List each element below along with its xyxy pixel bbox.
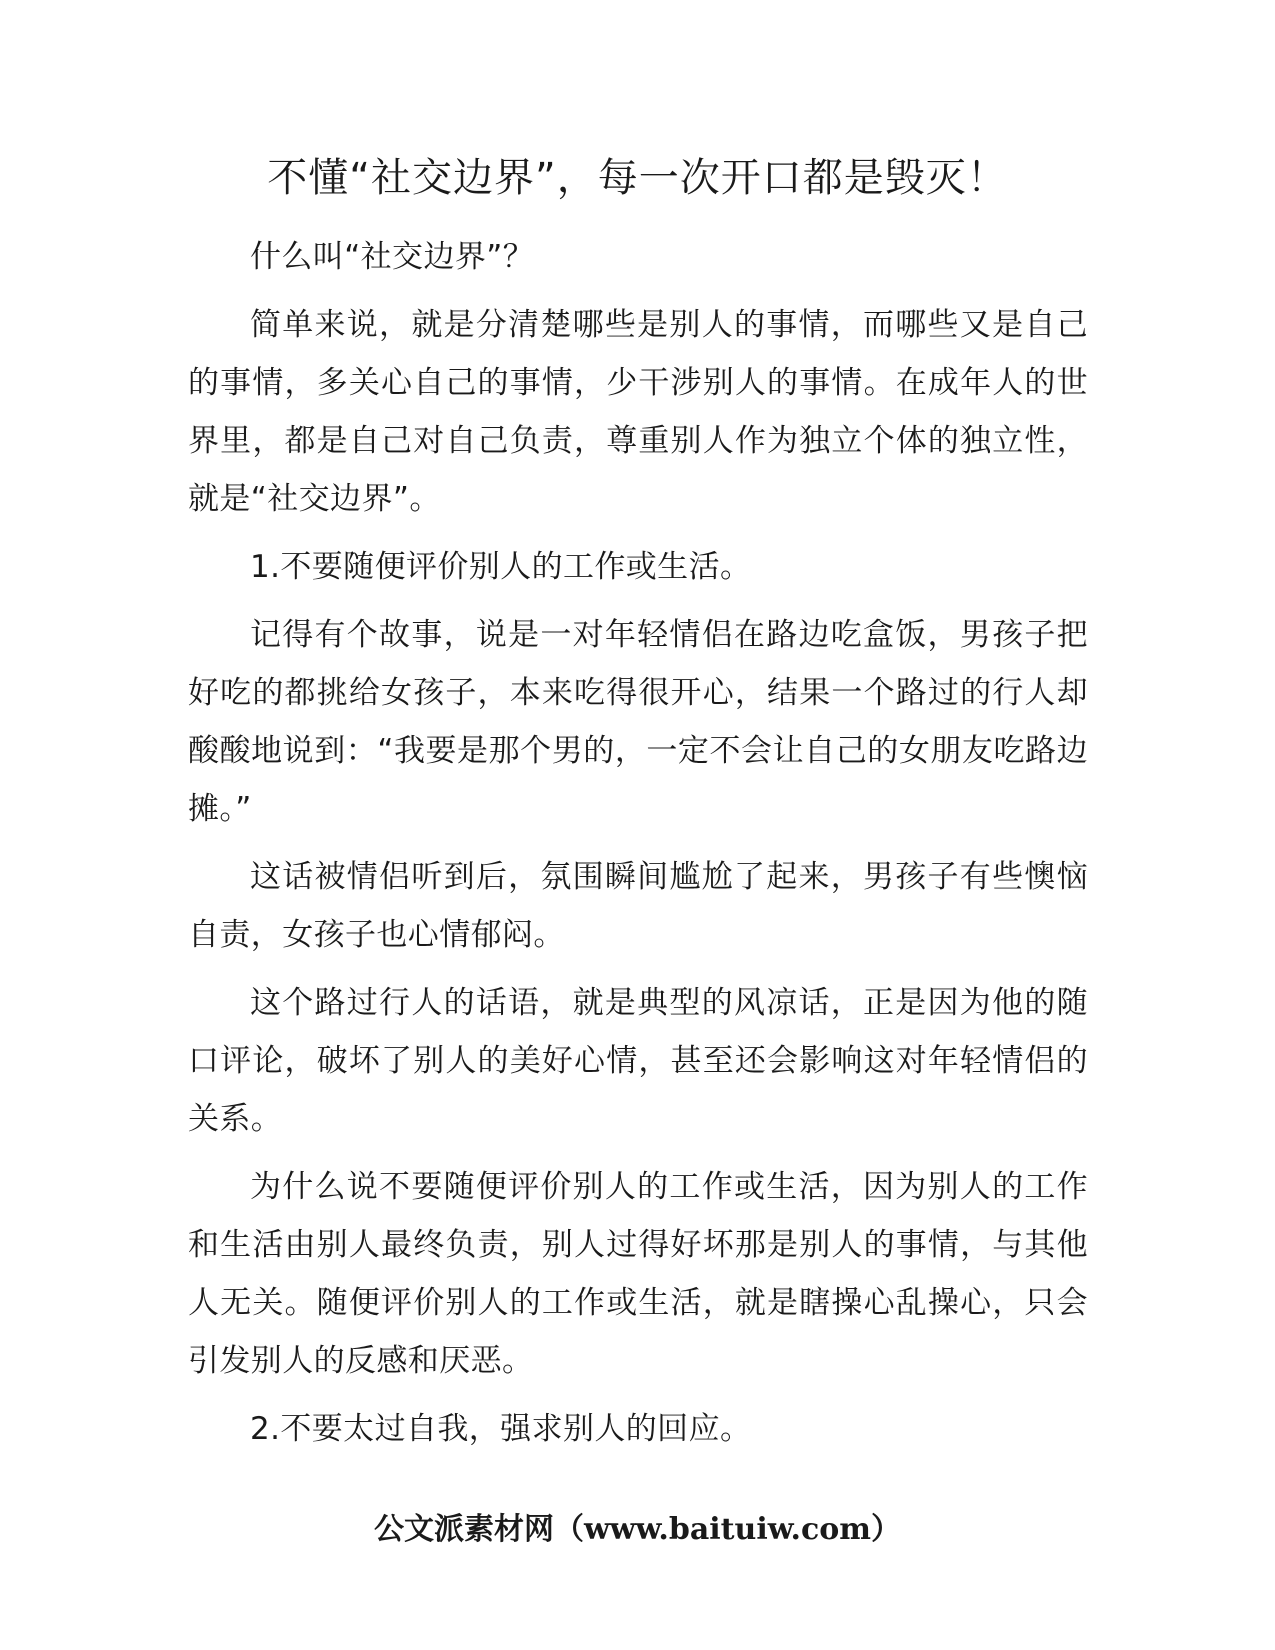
paragraph-definition: 简单来说，就是分清楚哪些是别人的事情，而哪些又是自己的事情，多关心自己的事情，少干涉别人的事情。在成年人的世界里，都是自己对自己负责，尊重别人作为独立个体的独立性，就是“社交边界”。 [188,307,1088,517]
paragraph-story: 记得有个故事，说是一对年轻情侣在路边吃盒饭，男孩子把好吃的都挑给女孩子，本来吃得很开心，结果一个路过的行人却酸酸地说到：“我要是那个男的，一定不会让自己的女朋友吃路边摊。” [188,617,1088,827]
document-body [188,228,1088,1468]
section-heading-1: 1.不要随便评价别人的工作或生活。 [250,549,752,585]
footer-watermark: 公文派素材网（www.baituiw.com） [373,1512,902,1547]
paragraph-reaction: 这话被情侣听到后，氛围瞬间尴尬了起来，男孩子有些懊恼自责，女孩子也心情郁闷。 [188,859,1088,953]
paragraph-question: 什么叫“社交边界”？ [250,239,535,275]
section-heading-2: 2.不要太过自我，强求别人的回应。 [250,1411,752,1447]
paragraph-explanation: 为什么说不要随便评价别人的工作或生活，因为别人的工作和生活由别人最终负责，别人过得好坏那是别人的事情，与其他人无关。随便评价别人的工作或生活，就是瞎操心乱操心，只会引发别人的反感和厌恶。 [188,1169,1088,1379]
document-title: 不懂“社交边界”，每一次开口都是毁灭！ [267,155,1008,201]
paragraph-analysis: 这个路过行人的话语，就是典型的风凉话，正是因为他的随口评论，破坏了别人的美好心情，甚至还会影响这对年轻情侣的关系。 [188,985,1088,1137]
